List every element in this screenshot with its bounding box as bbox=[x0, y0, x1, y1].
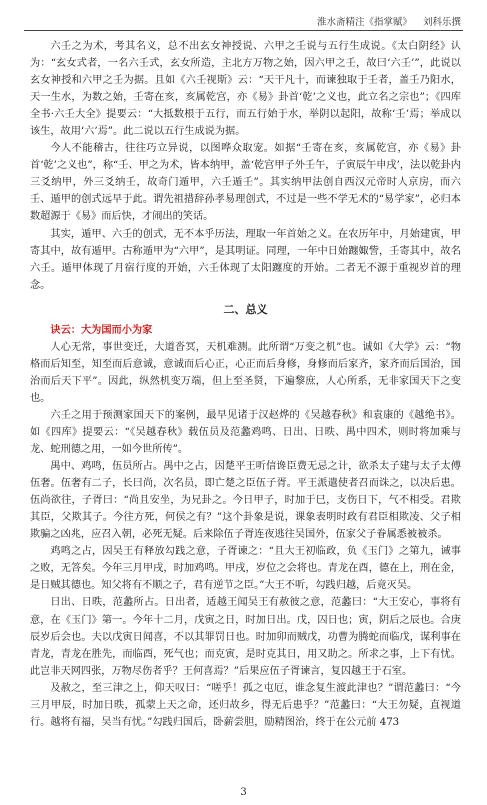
running-header bbox=[0, 14, 487, 30]
paragraph: 禺中、鸡鸣，伍员所占。禺中之占，因楚平王听信谗臣费无忌之计，欲杀太子建与太子太傅伍奢。伍奢有二子，长曰尚，次名员，即亡楚之臣伍子胥。平王派遣使者召而诛之，以决后患。伍尚欲往，子胥曰：“尚且安坐，为兄卦之。今日甲子，时加于巳，支伤日下，气不相受。君欺其臣，父欺其子。今往方死，何侯之有？”这个卦象是说，课象表明时政有君臣相欺凌、父子相欺骗之凶兆，应召入朝，必死无疑。后来除伍子胥连夜逃往吴国外，伍家父子眷属悉被被杀。 bbox=[30, 461, 461, 541]
page-number: 3 bbox=[240, 787, 247, 798]
section-title: 二、总义 bbox=[223, 302, 268, 316]
paragraph: 鸡鸣之占，因吴王有释放勾践之意，子胥谏之：“且大王初临政，负《玉门》之第九，诫事之败，无答矣。今年三月甲戌，时加鸡鸣。甲戌，岁位之会将也。青龙在酉，德在上，刑在金，是日贼其德也。知父将有不顺之子，君有逆节之臣。”大王不听，勾践归越，后竟灭吴。 bbox=[30, 546, 461, 592]
paragraph: 六壬之用于预测家国天下的案例，最早见诸于汉赵烨的《吴越春秋》和袁康的《越绝书》。如《四库》提要云：“《吴越春秋》载伍员及范蠡鸡鸣、日出、日昳、禺中四术，则时将加乘与龙、蛇刑德之用，一如今世所传”。 bbox=[30, 409, 461, 456]
paragraph: 其实，遁甲、六壬的创式，无不本乎历法，理取一年首始之义。在农历年中，月始建寅，甲寄其中，故有遁甲。古称遁甲为“六甲”，是其明证。同理，一年中日始躔娵訾，壬寄其中，故名六壬。遁甲体现了月宿行度的开始，六壬体现了太阳躔度的开始。二者无不源于重视岁首的理念。 bbox=[30, 228, 461, 291]
verse-line: 诀云：大为国而小为家 bbox=[50, 324, 153, 336]
paragraph: 日出、日昳，范蠡所占。日出者，适越王闻吴王有赦彼之意，范蠡曰：“大王安心，事将有意，在《玉门》第一。今年十二月，戊寅之日，时加日出。戊，囚日也；寅，阴后之辰也。合庚辰岁后会也。夫以戊寅日闻喜，不以其罪罚日也。时加卯而贼戊，功曹为腾蛇而临戊，谋利事在青龙，青龙在胜先，而临酉，死气也；而克寅，是时克其日，用又助之。所求之事，上下有忧。此岂非天网四张，万物尽伤者乎？王何喜焉？”后果应伍子胥谏言，复囚越王于石室。 bbox=[30, 597, 461, 677]
paragraph: 人心无常，事世变迁，大道沓冥，天机难测。此所谓“万变之机”也。诚如《大学》云：“物格而后知至，知至而后意诚，意诚而后心正，心正而后身修，身修而后家齐，家齐而后国治，国治而后天下平”。因此，纵然机变万端，但上至圣贤，下遍黎庶，人心所系，无非家国天下之变也。 bbox=[30, 341, 461, 404]
header-author: 刘科乐撰 bbox=[422, 17, 461, 28]
header-book-title: 淮水斋精注《指掌赋》 bbox=[316, 17, 412, 28]
paragraph: 今人不能稽古，往往巧立异说，以图哗众取宠。如据“壬寄在亥，亥属乾宫，亦《易》卦首‘乾’之义也”，称“壬、甲之为术，皆本纳甲，盖‘乾宫甲子外壬午，子寅辰午申戌’，法以乾卦内三爻纳甲，外三爻纳壬，故奇门遁甲，六壬遁壬”。其实纳甲法创自西汉元帝时人京房，而六壬、遁甲的创式远早于此。谓先祖措辞孙孝易理创式，不过是一些不学无术的“易学家”，必归本数超源于《易》而后快，才闹出的笑话。 bbox=[30, 143, 461, 223]
paragraph: 及赦之，至三津之上，仰天叹曰：“嗟乎！孤之屯厄，谁念复生渡此津也？”谓范蠡曰：“今三月甲辰，时加日昳，孤蒙上天之命，还归故乡，得无后患乎？”范蠡曰：“大王勿疑，直视道行。越将有福，吴当有忧。”勾践归国后，卧薪尝胆，励精图治，终于在公元前 473 bbox=[30, 682, 461, 728]
page-body bbox=[30, 38, 461, 731]
paragraph: 六壬之为术，考其名义，总不出玄女神授说、六甲之壬说与五行生成说。《太白阴经》认为：“玄女式者，一名六壬式，玄女所造，主北方万物之始，因六甲之壬，故曰‘六壬’”，此说以玄女神授和六甲之壬为据。且如《六壬视斯》云：“天干凡十，而谏独取于壬者，盖壬乃阳水，天一生水，为数之始，壬寄在亥，亥属乾宫，亦《易》卦首‘乾’之义也，此立名之宗也”；《四库全书·六壬大全》提要云：“大抵数根于五行，而五行始于水，举阴以起阳，故称‘壬’焉；举成以该生，故用‘六’焉”。此二说以五行生成说为据。 bbox=[30, 41, 461, 138]
header-rule bbox=[24, 30, 463, 31]
